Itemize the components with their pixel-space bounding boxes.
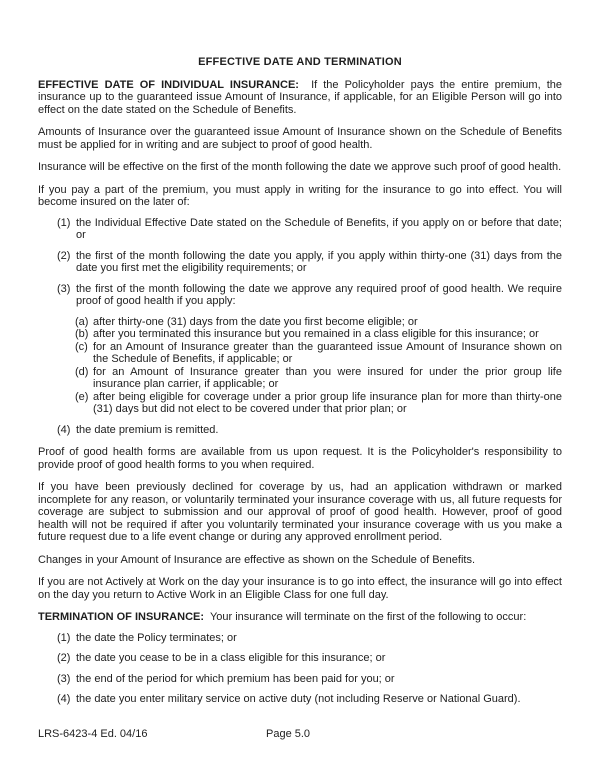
- list-item-text: for an Amount of Insurance greater than you were insured for under the prior group life insurance plan carrier, if applicable; or: [93, 365, 562, 390]
- list-item-termination-2: [38, 652, 562, 665]
- list-marker: (3): [57, 282, 71, 295]
- list-item-termination-4: [38, 693, 562, 706]
- list-marker: (1): [57, 216, 71, 229]
- paragraph-pay-part-premium: If you pay a part of the premium, you must apply in writing for the insurance to go into effect. You will become insured on the later of:: [38, 183, 562, 208]
- document-page: [38, 56, 562, 706]
- paragraph-proof-forms: Proof of good health forms are available from us upon request. It is the Policyholder's responsibility to provide proof of good health forms to you when required.: [38, 446, 562, 471]
- list-marker: (a): [75, 315, 89, 328]
- list-marker: (d): [75, 365, 89, 378]
- list-marker: (4): [57, 423, 71, 436]
- list-marker: (2): [57, 652, 71, 664]
- paragraph-amounts-over-guaranteed: Amounts of Insurance over the guaranteed issue Amount of Insurance shown on the Schedule of Benefits must be applied for in writing and are subject to proof of good health.: [38, 126, 562, 151]
- sublist-item-a: [38, 316, 562, 329]
- list-item-termination-1: [38, 632, 562, 645]
- list-item-insured-1: [38, 217, 562, 242]
- list-item-text: the Individual Effective Date stated on the Schedule of Benefits, if you apply on or before that date; or: [76, 216, 562, 241]
- list-item-text: the date you enter military service on active duty (not including Reserve or National Guard).: [76, 693, 521, 705]
- list-marker: (c): [75, 340, 88, 353]
- paragraph-termination: [38, 611, 562, 624]
- sublist-item-c: [38, 341, 562, 366]
- list-marker: (b): [75, 328, 89, 340]
- paragraph-actively-at-work: If you are not Actively at Work on the day your insurance is to go into effect, the insurance will go into effect on the day you return to Active Work in an Eligible Class for one full day.: [38, 576, 562, 601]
- sublist-item-e: [38, 391, 562, 416]
- list-item-text: the first of the month following the date you apply, if you apply within thirty-one (31) days from the date you first met the eligibility requirements; or: [76, 249, 562, 274]
- paragraph-effective-date: [38, 79, 562, 117]
- paragraph-text: Your insurance will terminate on the first of the following to occur:: [209, 611, 527, 623]
- list-item-text: the first of the month following the date we approve any required proof of good health. We require proof of good health if you apply:: [76, 282, 562, 307]
- sublist-item-b: [38, 328, 562, 341]
- list-item-text: the date the Policy terminates; or: [76, 631, 237, 644]
- list-marker: (3): [57, 672, 71, 685]
- page-footer: [0, 728, 600, 741]
- paragraph-text: If the Policyholder pays the entire premium, the insurance up to the guaranteed issue Amount of Insurance, if applicable, for an Eligible Person will go into effect on the date stated on the Schedule of Benefits.: [38, 78, 562, 116]
- form-number: LRS-6423-4 Ed. 04/16: [38, 728, 148, 740]
- sublist-proof-of-good-health: [38, 316, 562, 416]
- paragraph-changes: Changes in your Amount of Insurance are effective as shown on the Schedule of Benefits.: [38, 553, 476, 566]
- list-marker: (4): [57, 693, 71, 705]
- bold-lead-effective-date: EFFECTIVE DATE OF INDIVIDUAL INSURANCE:: [38, 78, 299, 91]
- list-marker: (2): [57, 249, 71, 262]
- list-item-text: the end of the period for which premium has been paid for you; or: [76, 672, 395, 685]
- list-item-text: after you terminated this insurance but you remained in a class eligible for this insurance; or: [93, 328, 539, 340]
- paragraph-first-of-month: Insurance will be effective on the first of the month following the date we approve such proof of good health.: [38, 161, 562, 173]
- list-item-insured-4: [38, 424, 562, 437]
- bold-lead-termination: TERMINATION OF INSURANCE:: [38, 611, 205, 623]
- list-item-text: the date premium is remitted.: [76, 423, 219, 436]
- list-marker: (1): [57, 631, 71, 644]
- page-number: Page 5.0: [266, 728, 311, 740]
- page-title: EFFECTIVE DATE AND TERMINATION: [198, 56, 402, 68]
- list-item-text: after being eligible for coverage under a prior group life insurance plan for more than thirty-one (31) days but did not elect to be covered under that prior plan; or: [93, 390, 562, 415]
- sublist-item-d: [38, 366, 562, 391]
- list-item-text: after thirty-one (31) days from the date you first become eligible; or: [93, 315, 418, 328]
- paragraph-previously-declined: If you have been previously declined for coverage by us, had an application withdrawn or marked incomplete for any reason, or voluntarily terminated your insurance coverage with us, all future requests for coverage are subject to submission and our approval of proof of good health. However, proof of good health will not be required if after you voluntarily terminated your insurance coverage with us you make a future request due to a life event change or during any approved enrollment period.: [38, 481, 562, 543]
- list-marker: (e): [75, 390, 89, 403]
- list-item-text: the date you cease to be in a class eligible for this insurance; or: [76, 652, 386, 664]
- list-item-insured-2: [38, 250, 562, 275]
- list-item-text: for an Amount of Insurance greater than the guaranteed issue Amount of Insurance shown on the Schedule of Benefits, if applicable; or: [93, 340, 562, 365]
- list-item-termination-3: [38, 673, 562, 686]
- list-item-insured-3: [38, 283, 562, 308]
